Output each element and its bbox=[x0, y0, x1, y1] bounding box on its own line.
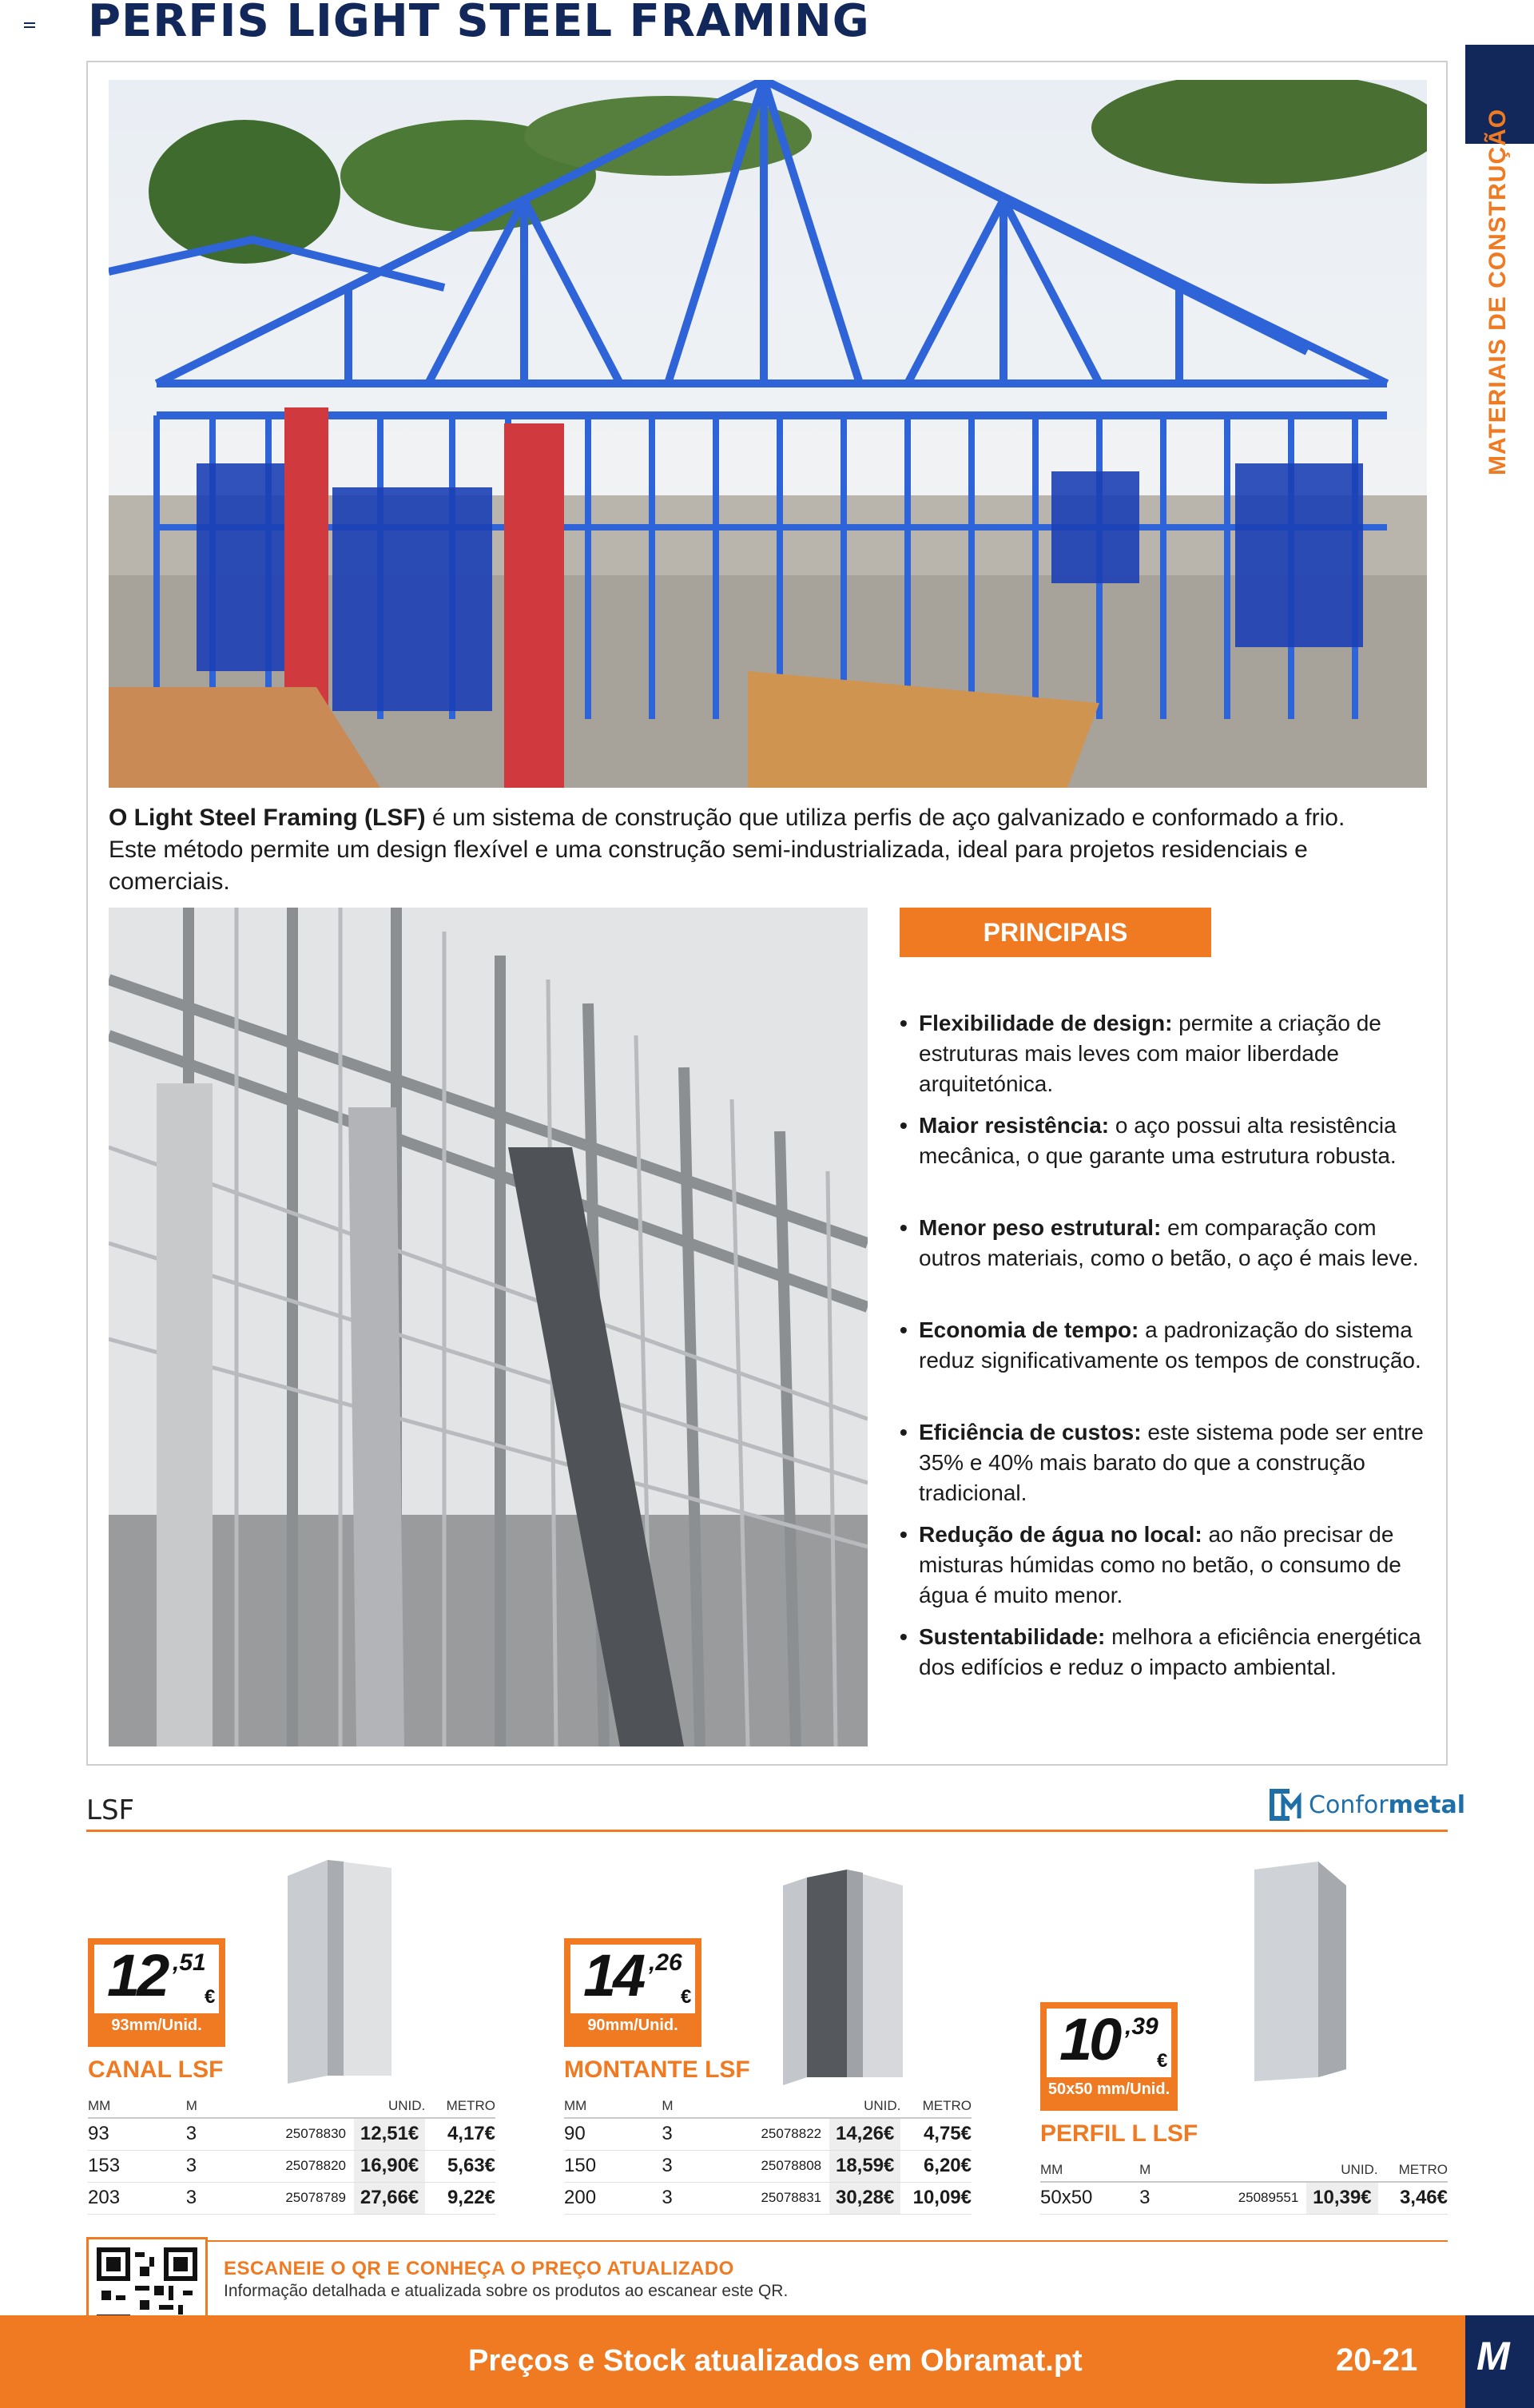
price-unit: 93mm/Unid. bbox=[111, 2017, 202, 2034]
section-divider bbox=[86, 1830, 1448, 1832]
advantage-item: • Flexibilidade de design: permite a criação de estruturas mais leves com maior liberdade arquitetónica. bbox=[900, 1008, 1435, 1111]
perfil-l-lsf-table: MM M UNID. METRO 50x50 3 25089551 10,39€ 3,46€ bbox=[1040, 2159, 1448, 2215]
canal-lsf-table: MM M UNID. METRO 93 3 25078830 12,51€ 4,17€ 153 3 25078820 16,90€ 5,63€ 203 3 25078789 27,66€ 9,22€ bbox=[88, 2095, 495, 2215]
montante-lsf-image bbox=[775, 1862, 911, 2085]
advantage-item: • Menor peso estrutural: em comparação com outros materiais, como o betão, o aço é mais leve. bbox=[900, 1213, 1435, 1315]
table-row: 93 3 25078830 12,51€ 4,17€ bbox=[88, 2118, 495, 2150]
table-row: 203 3 25078789 27,66€ 9,22€ bbox=[88, 2182, 495, 2214]
canal-lsf-name: CANAL LSF bbox=[88, 2056, 224, 2083]
intro-text: O Light Steel Framing (LSF) é um sistema de construção que utiliza perfis de aço galvanizado e conformado a frio. Este método permite um design flexível e uma construção semi-industrializada, ideal para projetos residenciais e comerciais. bbox=[109, 805, 1345, 895]
price-unit: 50x50 mm/Unid. bbox=[1047, 2080, 1170, 2098]
advantage-item: • Redução de água no local: ao não precisar de misturas húmidas como no betão, o consumo de água é muito menor. bbox=[900, 1520, 1435, 1622]
price-integer: 14 bbox=[583, 1942, 643, 2009]
steel-frame-photo bbox=[109, 908, 868, 1746]
perfil-l-lsf-price-tag bbox=[1040, 2002, 1178, 2111]
qr-subtitle: Informação detalhada e atualizada sobre os produtos ao escanear este QR. bbox=[224, 2282, 789, 2300]
montante-lsf-table: MM M UNID. METRO 90 3 25078822 14,26€ 4,75€ 150 3 25078808 18,59€ 6,20€ 200 3 25078831 30,28€ 10,09€ bbox=[564, 2095, 972, 2215]
canal-lsf-price-tag bbox=[88, 1938, 225, 2047]
canal-lsf-image bbox=[280, 1852, 399, 2084]
price-integer: 12 bbox=[107, 1942, 167, 2009]
price-currency: € bbox=[205, 1986, 216, 2008]
table-row: 150 3 25078808 18,59€ 6,20€ bbox=[564, 2150, 972, 2182]
page-numbers: 20-21 bbox=[1336, 2342, 1418, 2378]
conformetal-icon bbox=[1266, 1786, 1304, 1823]
menu-icon[interactable] bbox=[24, 22, 35, 32]
price-decimal: ,39 bbox=[1125, 2013, 1158, 2040]
advantage-item: • Maior resistência: o aço possui alta resistência mecânica, o que garante uma estrutura robusta. bbox=[900, 1111, 1435, 1213]
advantage-item: • Economia de tempo: a padronização do sistema reduz significativamente os tempos de construção. bbox=[900, 1315, 1435, 1417]
qr-title: ESCANEIE O QR E CONHEÇA O PREÇO ATUALIZADO bbox=[224, 2258, 734, 2279]
perfil-l-lsf-name: PERFIL L LSF bbox=[1040, 2120, 1198, 2147]
logo-letter: M bbox=[1476, 2334, 1510, 2378]
montante-lsf-price-tag bbox=[564, 1938, 701, 2047]
advantages-title: PRINCIPAIS VANTAGENS: bbox=[900, 908, 1211, 957]
qr-divider bbox=[86, 2240, 1448, 2242]
advantages-list bbox=[900, 1008, 1435, 1724]
lsf-house-photo bbox=[109, 80, 1427, 788]
price-integer: 10 bbox=[1059, 2006, 1119, 2072]
price-unit: 90mm/Unid. bbox=[587, 2017, 678, 2034]
price-decimal: ,26 bbox=[649, 1949, 682, 1976]
price-decimal: ,51 bbox=[173, 1949, 206, 1976]
footer-link-text[interactable]: Preços e Stock atualizados em Obramat.pt bbox=[468, 2344, 1083, 2378]
advantage-item: • Sustentabilidade: melhora a eficiência energética dos edifícios e reduz o impacto ambiental. bbox=[900, 1622, 1435, 1724]
table-row: 50x50 3 25089551 10,39€ 3,46€ bbox=[1040, 2182, 1448, 2214]
obramat-logo bbox=[1465, 2315, 1534, 2408]
price-currency: € bbox=[1157, 2050, 1168, 2072]
perfil-l-lsf-image bbox=[1246, 1854, 1350, 2085]
table-row: 153 3 25078820 16,90€ 5,63€ bbox=[88, 2150, 495, 2182]
page-title: PERFIS LIGHT STEEL FRAMING bbox=[88, 0, 870, 47]
table-row: 90 3 25078822 14,26€ 4,75€ bbox=[564, 2118, 972, 2150]
brand-logo: Conformetal bbox=[1266, 1785, 1465, 1825]
section-heading: LSF bbox=[86, 1794, 135, 1826]
advantage-item: • Eficiência de custos: este sistema pode ser entre 35% e 40% mais barato do que a construção tradicional. bbox=[900, 1417, 1435, 1520]
price-currency: € bbox=[681, 1986, 692, 2008]
table-row: 200 3 25078831 30,28€ 10,09€ bbox=[564, 2182, 972, 2214]
montante-lsf-name: MONTANTE LSF bbox=[564, 2056, 750, 2083]
side-category-label: MATERIAIS DE CONSTRUÇÃO bbox=[1484, 108, 1511, 475]
